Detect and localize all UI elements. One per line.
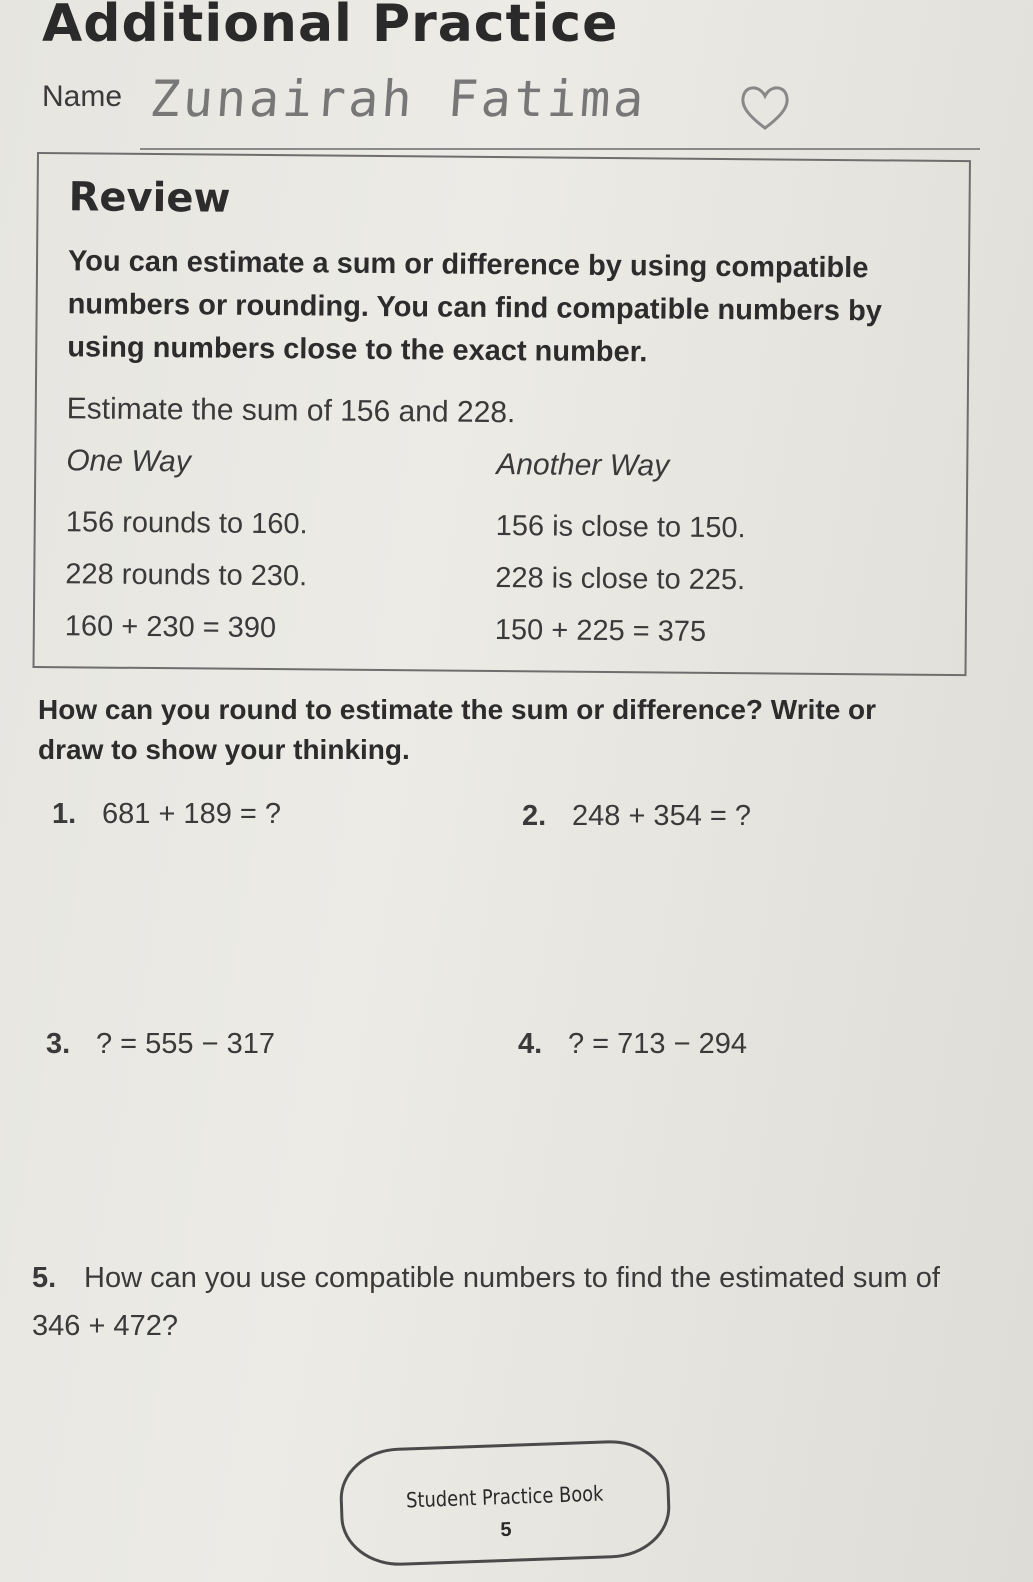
problem-3[interactable] bbox=[46, 1028, 275, 1061]
problem-4[interactable] bbox=[518, 1028, 747, 1061]
review-box bbox=[32, 152, 970, 676]
page-title: Additional Practice bbox=[42, 0, 619, 54]
review-title: Review bbox=[68, 174, 231, 222]
footer-label: Student Practice Book bbox=[405, 1481, 604, 1513]
page-number: 5 bbox=[499, 1518, 512, 1542]
review-body: You can estimate a sum or difference by using compatible numbers or rounding. You can find compatible numbers by using numbers close to the exact number. bbox=[67, 245, 883, 369]
problem-1[interactable] bbox=[52, 798, 281, 831]
problem-text: 248 + 354 = ? bbox=[572, 800, 751, 832]
problem-number: 1. bbox=[52, 798, 77, 830]
problem-2[interactable] bbox=[522, 800, 751, 833]
one-way-heading: One Way bbox=[66, 444, 191, 479]
one-way-line: 228 rounds to 230. bbox=[65, 558, 308, 593]
problem-number: 2. bbox=[522, 800, 547, 832]
another-way-line: 150 + 225 = 375 bbox=[494, 614, 707, 648]
another-way-heading: Another Way bbox=[496, 448, 670, 483]
name-underline bbox=[140, 148, 980, 150]
problem-text: How can you use compatible numbers to find the estimated sum of 346 + 472? bbox=[32, 1262, 940, 1342]
one-way-line: 160 + 230 = 390 bbox=[64, 610, 277, 645]
practice-prompt: How can you round to estimate the sum or difference? Write or draw to show your thinking. bbox=[38, 694, 877, 765]
footer-badge bbox=[338, 1438, 672, 1567]
problem-number: 3. bbox=[46, 1028, 71, 1060]
another-way-column bbox=[495, 448, 917, 660]
another-way-line: 156 is close to 150. bbox=[495, 510, 746, 545]
heart-icon bbox=[734, 76, 796, 138]
one-way-line: 156 rounds to 160. bbox=[65, 506, 308, 541]
problem-text: ? = 713 − 294 bbox=[568, 1028, 747, 1060]
name-label: Name bbox=[42, 80, 123, 113]
problem-number: 4. bbox=[518, 1028, 543, 1060]
another-way-line: 228 is close to 225. bbox=[495, 562, 746, 597]
problem-text: 681 + 189 = ? bbox=[102, 798, 281, 830]
name-row bbox=[42, 72, 982, 152]
example-prompt: Estimate the sum of 156 and 228. bbox=[66, 392, 516, 430]
problem-text: ? = 555 − 317 bbox=[96, 1028, 275, 1060]
one-way-column bbox=[65, 444, 487, 656]
name-field[interactable]: Zunairah Fatima bbox=[147, 70, 649, 128]
problem-number: 5. bbox=[32, 1262, 57, 1294]
problem-5[interactable] bbox=[32, 1254, 952, 1350]
